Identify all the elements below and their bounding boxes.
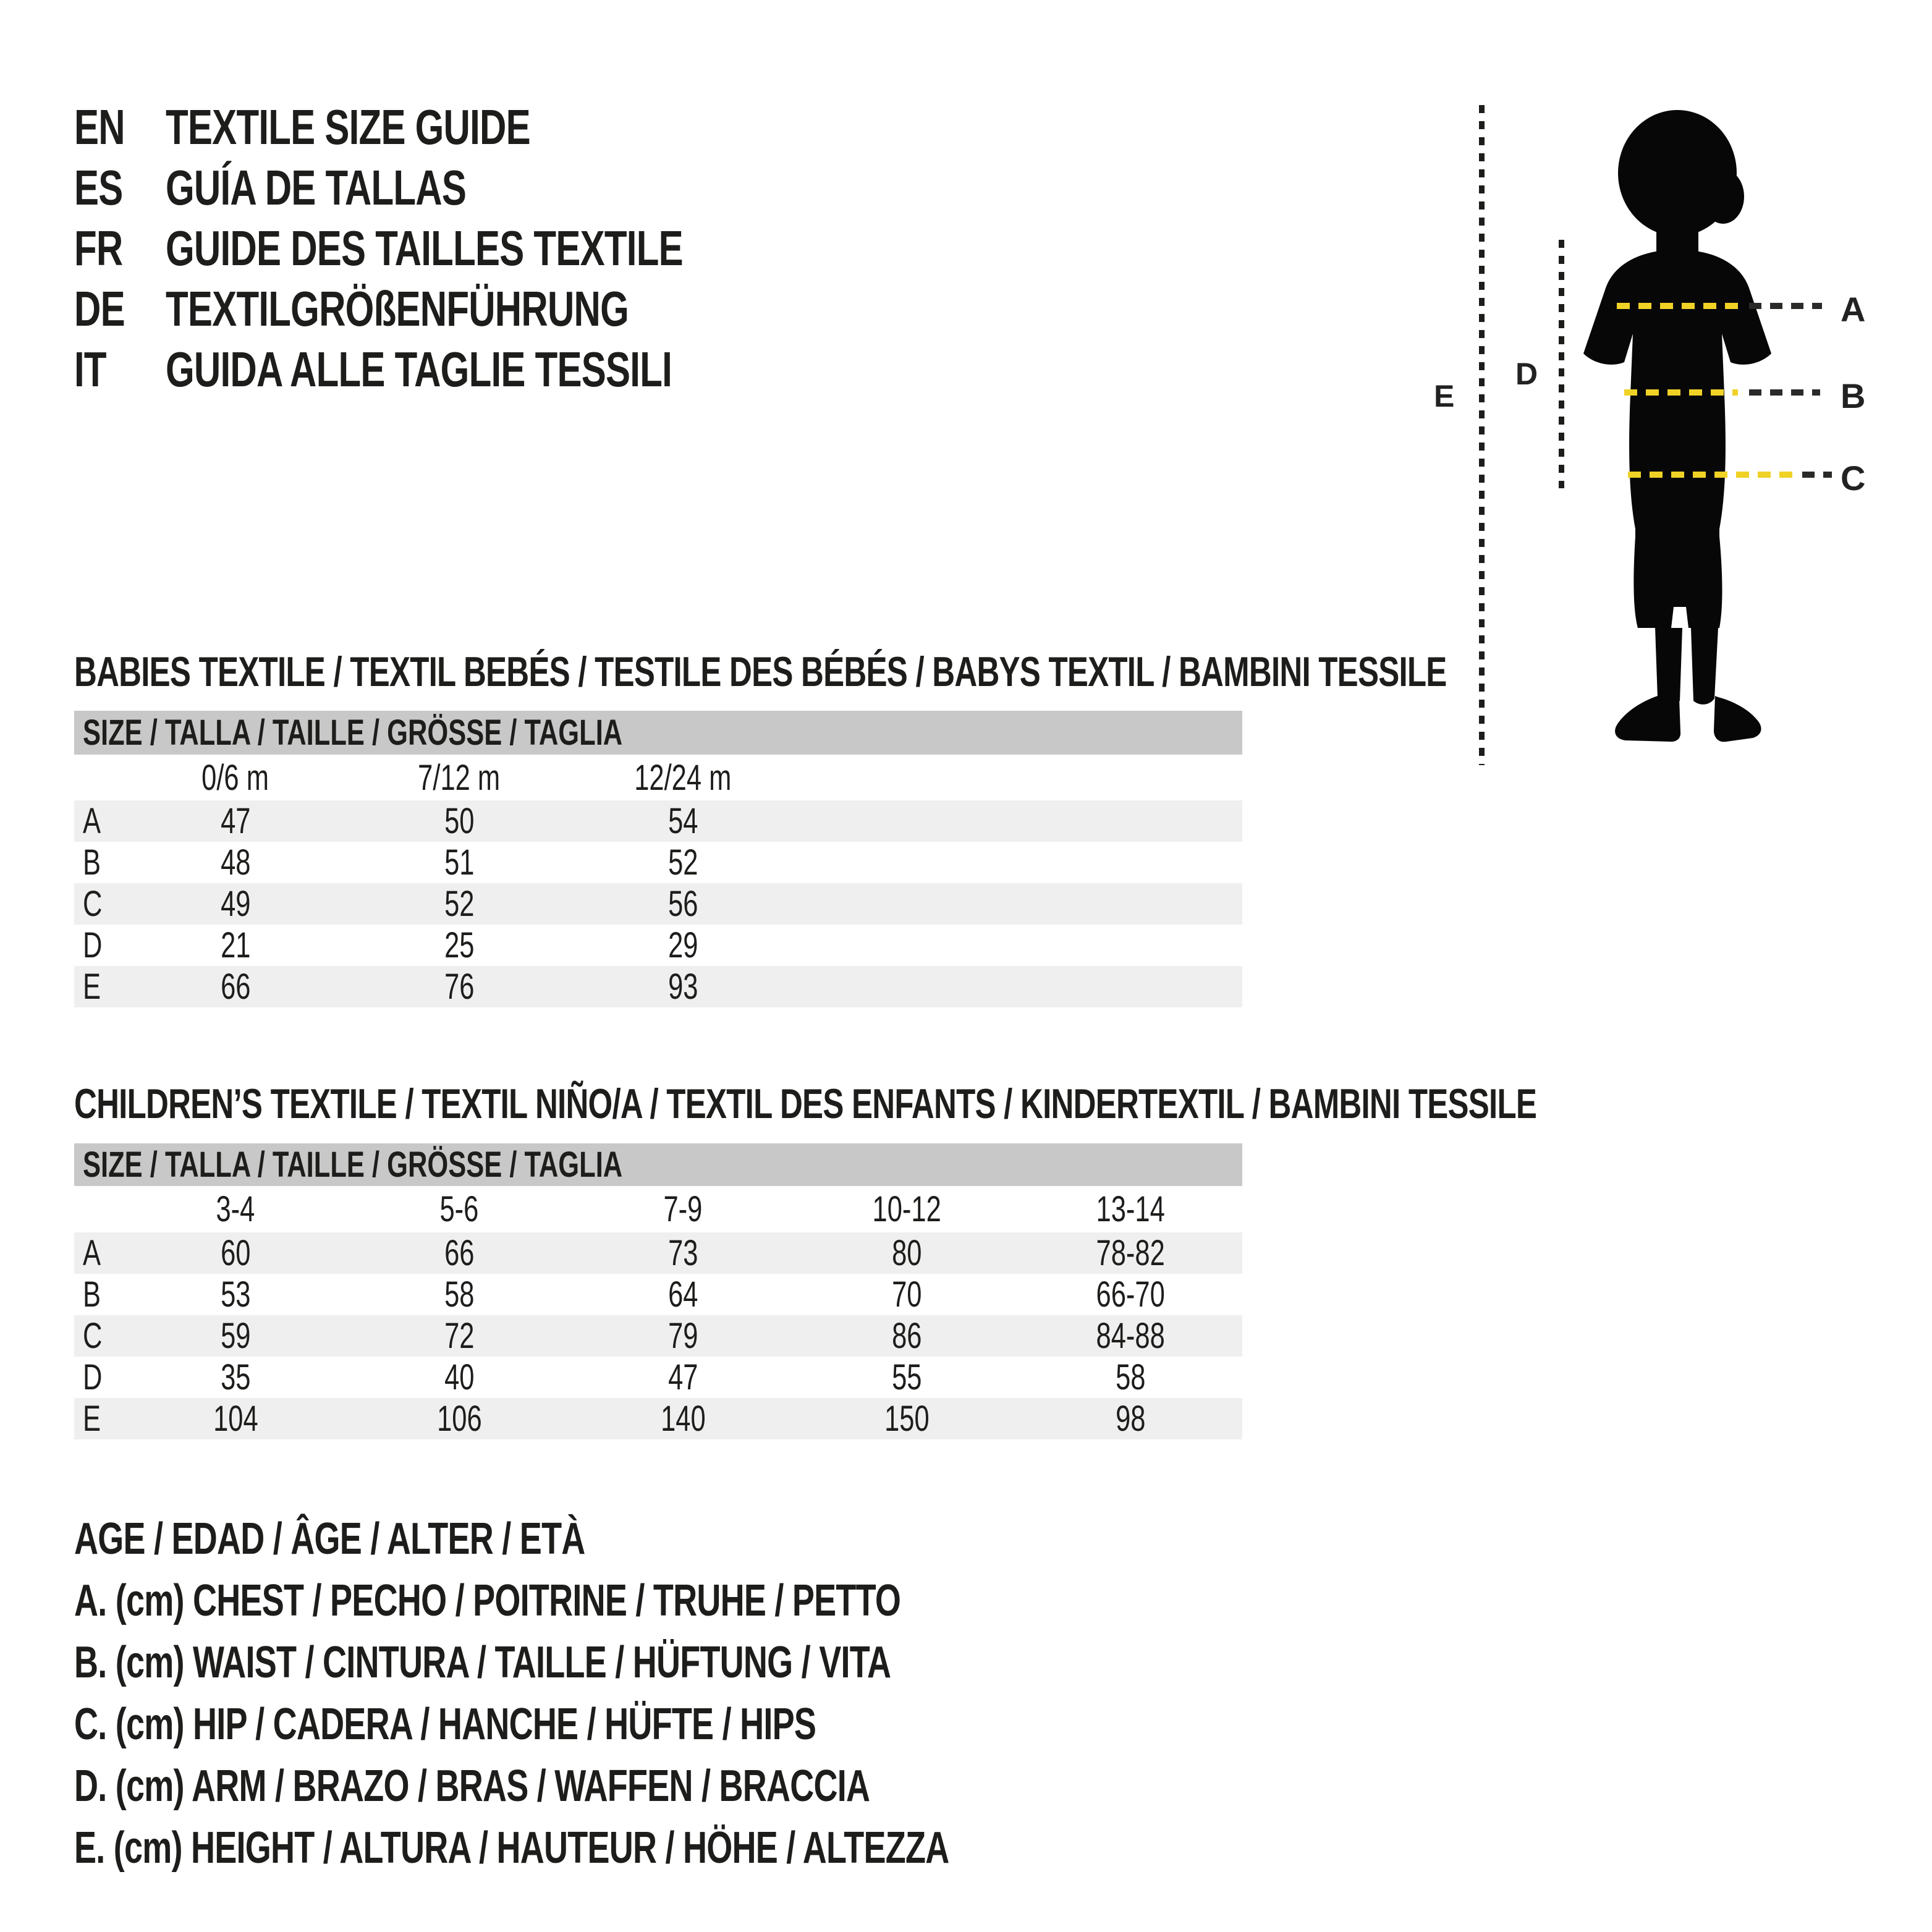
legend-line-waist: B. (cm) WAIST / CINTURA / TAILLE / HÜFTUNG / VITA: [74, 1638, 891, 1687]
title-row-it: [74, 339, 855, 400]
lang-code-it: IT: [74, 342, 106, 397]
cell-value: 76: [444, 967, 475, 1007]
measure-label-hip: C: [1841, 459, 1866, 498]
cell-value: 104: [213, 1399, 258, 1439]
cell-value: 93: [667, 967, 698, 1007]
cell-value: 73: [667, 1233, 698, 1273]
measure-label-waist: B: [1841, 376, 1866, 415]
cell-value: 40: [444, 1357, 475, 1397]
cell-value: 53: [220, 1274, 251, 1315]
row-label: A: [83, 801, 101, 841]
children-size-table: [74, 1143, 1242, 1439]
babies-size-table: [74, 711, 1242, 1007]
babies-row-waist: [74, 842, 1242, 883]
lang-code-en: EN: [74, 100, 125, 155]
legend-line-hip: C. (cm) HIP / CADERA / HANCHE / HÜFTE / HIPS: [74, 1700, 816, 1749]
waist-dash-dark: [1749, 389, 1820, 396]
cell-value: 106: [436, 1399, 482, 1439]
cell-value: 72: [444, 1316, 475, 1356]
cell-value: 140: [660, 1399, 706, 1439]
lang-code-de: DE: [74, 281, 125, 336]
cell-value: 86: [891, 1316, 922, 1356]
hip-dash-dark: [1802, 472, 1832, 478]
cell-value: 58: [444, 1274, 475, 1315]
babies-col-header: 0/6 m: [201, 757, 269, 798]
row-label: D: [83, 925, 103, 965]
babies-row-hip: [74, 883, 1242, 925]
cell-value: 66: [444, 1233, 475, 1273]
children-row-height: [74, 1398, 1242, 1439]
hip-dash-yellow: [1628, 472, 1795, 478]
legend-line-arm: D. (cm) ARM / BRAZO / BRAS / WAFFEN / BRACCIA: [74, 1761, 870, 1811]
lang-code-es: ES: [74, 160, 123, 215]
legend-line-chest: A. (cm) CHEST / PECHO / POITRINE / TRUHE / PETTO: [74, 1576, 901, 1625]
measure-label-height: E: [1434, 379, 1455, 413]
children-column-header-row: [74, 1186, 1242, 1232]
children-section-heading: CHILDREN’S TEXTILE / TEXTIL NIÑO/A / TEXTIL DES ENFANTS / KINDERTEXTIL / BAMBINI TESSILE: [74, 1080, 1537, 1127]
children-size-banner: SIZE / TALLA / TAILLE / GRÖSSE / TAGLIA: [74, 1143, 1242, 1186]
row-label: C: [83, 884, 103, 924]
cell-value: 50: [444, 801, 475, 841]
children-col-header: 10-12: [872, 1189, 941, 1229]
title-row-es: [74, 158, 855, 218]
cell-value: 150: [884, 1399, 930, 1439]
cell-value: 29: [667, 925, 698, 965]
title-row-en: [74, 97, 855, 158]
cell-value: 35: [220, 1357, 251, 1397]
title-text-es: GUÍA DE TALLAS: [166, 160, 467, 215]
cell-value: 51: [444, 842, 475, 883]
children-col-header: 7-9: [663, 1189, 703, 1229]
children-col-header: 13-14: [1096, 1189, 1165, 1229]
legend-line-age: AGE / EDAD / ÂGE / ALTER / ETÀ: [74, 1514, 585, 1564]
row-label: D: [83, 1357, 103, 1397]
cell-value: 64: [667, 1274, 698, 1315]
babies-col-header: 7/12 m: [418, 757, 501, 798]
babies-section-heading: BABIES TEXTILE / TEXTIL BEBÉS / TESTILE DES BÉBÉS / BABYS TEXTIL / BAMBINI TESSILE: [74, 648, 1447, 695]
children-row-chest: [74, 1232, 1242, 1274]
measure-label-arm: D: [1515, 357, 1538, 391]
title-row-de: [74, 279, 855, 339]
chest-dash-dark: [1749, 303, 1822, 309]
measure-label-chest: A: [1841, 290, 1866, 329]
babies-column-header-row: [74, 755, 1242, 800]
row-label: C: [83, 1316, 103, 1356]
row-label: E: [83, 967, 101, 1007]
legend-line-height: E. (cm) HEIGHT / ALTURA / HAUTEUR / HÖHE / ALTEZZA: [74, 1823, 949, 1873]
cell-value: 56: [667, 884, 698, 924]
title-text-en: TEXTILE SIZE GUIDE: [166, 100, 530, 155]
babies-row-arm: [74, 925, 1242, 966]
cell-value: 25: [444, 925, 475, 965]
children-row-hip: [74, 1315, 1242, 1357]
cell-value: 84-88: [1096, 1316, 1165, 1356]
cell-value: 66: [220, 967, 251, 1007]
row-label: A: [83, 1233, 101, 1273]
row-label: E: [83, 1399, 101, 1439]
cell-value: 52: [667, 842, 698, 883]
cell-value: 79: [667, 1316, 698, 1356]
waist-dash-yellow: [1624, 389, 1738, 396]
hip-measure-line: [1628, 472, 1832, 478]
cell-value: 60: [220, 1233, 251, 1273]
cell-value: 47: [667, 1357, 698, 1397]
row-label: B: [83, 842, 101, 883]
cell-value: 48: [220, 842, 251, 883]
cell-value: 66-70: [1096, 1274, 1165, 1315]
cell-value: 54: [667, 801, 698, 841]
cell-value: 58: [1115, 1357, 1146, 1397]
arm-measure-dotted-line: [1559, 240, 1564, 488]
chest-dash-yellow: [1617, 303, 1740, 309]
cell-value: 52: [444, 884, 475, 924]
cell-value: 80: [891, 1233, 922, 1273]
cell-value: 59: [220, 1316, 251, 1356]
children-col-header: 5-6: [439, 1189, 479, 1229]
measurement-legend: [74, 1508, 1240, 1879]
babies-col-header: 12/24 m: [634, 757, 732, 798]
babies-row-chest: [74, 800, 1242, 842]
babies-row-height: [74, 966, 1242, 1007]
cell-value: 21: [220, 925, 251, 965]
row-label: B: [83, 1274, 101, 1315]
chest-measure-line: [1617, 303, 1827, 309]
waist-measure-line: [1624, 389, 1828, 396]
children-row-waist: [74, 1274, 1242, 1315]
title-block: [74, 97, 855, 400]
lang-code-fr: FR: [74, 221, 123, 276]
title-text-de: TEXTILGRÖßENFÜHRUNG: [166, 281, 629, 336]
cell-value: 47: [220, 801, 251, 841]
cell-value: 70: [891, 1274, 922, 1315]
children-col-header: 3-4: [216, 1189, 255, 1229]
title-text-fr: GUIDE DES TAILLES TEXTILE: [166, 221, 683, 276]
title-row-fr: [74, 218, 855, 279]
cell-value: 78-82: [1096, 1233, 1165, 1273]
cell-value: 98: [1115, 1399, 1146, 1439]
title-text-it: GUIDA ALLE TAGLIE TESSILI: [166, 342, 672, 397]
babies-size-banner: SIZE / TALLA / TAILLE / GRÖSSE / TAGLIA: [74, 711, 1242, 755]
cell-value: 49: [220, 884, 251, 924]
cell-value: 55: [891, 1357, 922, 1397]
children-row-arm: [74, 1357, 1242, 1398]
